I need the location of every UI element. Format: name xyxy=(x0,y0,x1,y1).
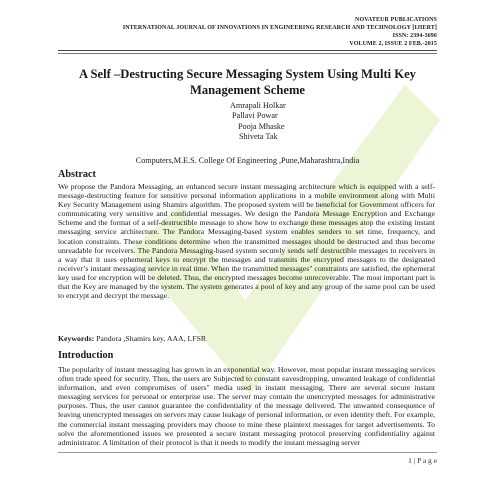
keywords-line xyxy=(58,334,435,343)
keywords-label: Keywords: xyxy=(58,334,95,343)
publisher-name: NOVATEUR PUBLICATIONS xyxy=(355,17,437,23)
author-name: Pallavi Powar xyxy=(232,111,278,121)
author-name: Shiveta Tak xyxy=(239,131,278,141)
journal-name: INTERNATIONAL JOURNAL OF INNOVATIONS IN ENGINEERING RESEARCH AND TECHNOLOGY [IJIERT] xyxy=(122,25,437,31)
paper-title: A Self –Destructing Secure Messaging System Using Multi Key Management Scheme xyxy=(79,67,416,97)
author-name: Pooja Mhaske xyxy=(238,121,285,131)
abstract-heading: Abstract xyxy=(58,169,96,180)
journal-volume: VOLUME 2, ISSUE 2 FEB.-2015 xyxy=(349,41,437,47)
journal-issn: ISSN: 2394-3696 xyxy=(392,33,437,39)
page-number: 1 | P a g e xyxy=(408,456,437,465)
keywords-text: Pandora ,Shamirs key, AAA, LFSR xyxy=(96,334,207,343)
author-affiliation: Computers,M.E.S. College Of Engineering ,Pune,Maharashtra,India xyxy=(135,156,360,165)
journal-header xyxy=(57,16,437,48)
footer-divider xyxy=(58,452,437,453)
header-divider-thin xyxy=(58,53,437,54)
header-divider xyxy=(58,50,437,51)
introduction-text: The popularity of instant messaging has grown in an exponential way. However, most popular instant messaging services often trade speed for security. Thus, the users are Subjected to constant eavesdropping, unwanted leakage of confidential information, and even compromises of users" media used in instant messaging. There are several secure instant messaging services for personal or enterprise use. The server may contain the unencrypted messages for administrative purposes. Thus, the user cannot guarantee the confidentiality of the message delivered. The unwanted consequence of leaving unencrypted messages on servers may cause leakage of personal information, or even identity theft. For example, the commercial instant messaging providers may choose to mine these plaintext messages for target advertisements. To solve the aforementioned issues we presented a secure instant messaging protocol preserving confidentiality against administrator. A limitation of their protocol is that it needs to modify the instant messaging server xyxy=(58,365,435,447)
introduction-heading: Introduction xyxy=(58,350,114,361)
abstract-text: We propose the Pandora Messaging, an enhanced secure instant messaging architecture which is equipped with a self-message-destructing feature for sensitive personal information applications in a mobile environment along with Multi Key Security Management using Shamirs algorithm. The proposed system will be beneficial for Government officers for communicating very sensitive and confidential messages. We design the Pandora Message Encryption and Exchange Scheme and the format of a self-destructible message to show how to exchange these messages atop the existing instant messaging service architecture. The Pandora Messaging-based system enables senders to set time, frequency, and location constraints. These conditions determine when the transmitted messages should be destructed and thus become unreadable for receivers. The Pandora Messaging-based system securely sends self destructible messages to receivers in a way that it uses ephemeral keys to encrypt the messages and transmits the encrypted messages to the designated receiver’s instant messaging service in real time. When the transmitted messages" constraints are satisfied, the ephemeral key used for encryption will be deleted. Thus, the encrypted messages become unrecoverable. The most important part is that the Key are managed by the system. The system generates a pool of key and any group of the same pool can be used to encrypt and decrypt the message. xyxy=(58,182,435,301)
author-list xyxy=(230,101,430,142)
author-name: Amrapali Holkar xyxy=(230,101,286,110)
